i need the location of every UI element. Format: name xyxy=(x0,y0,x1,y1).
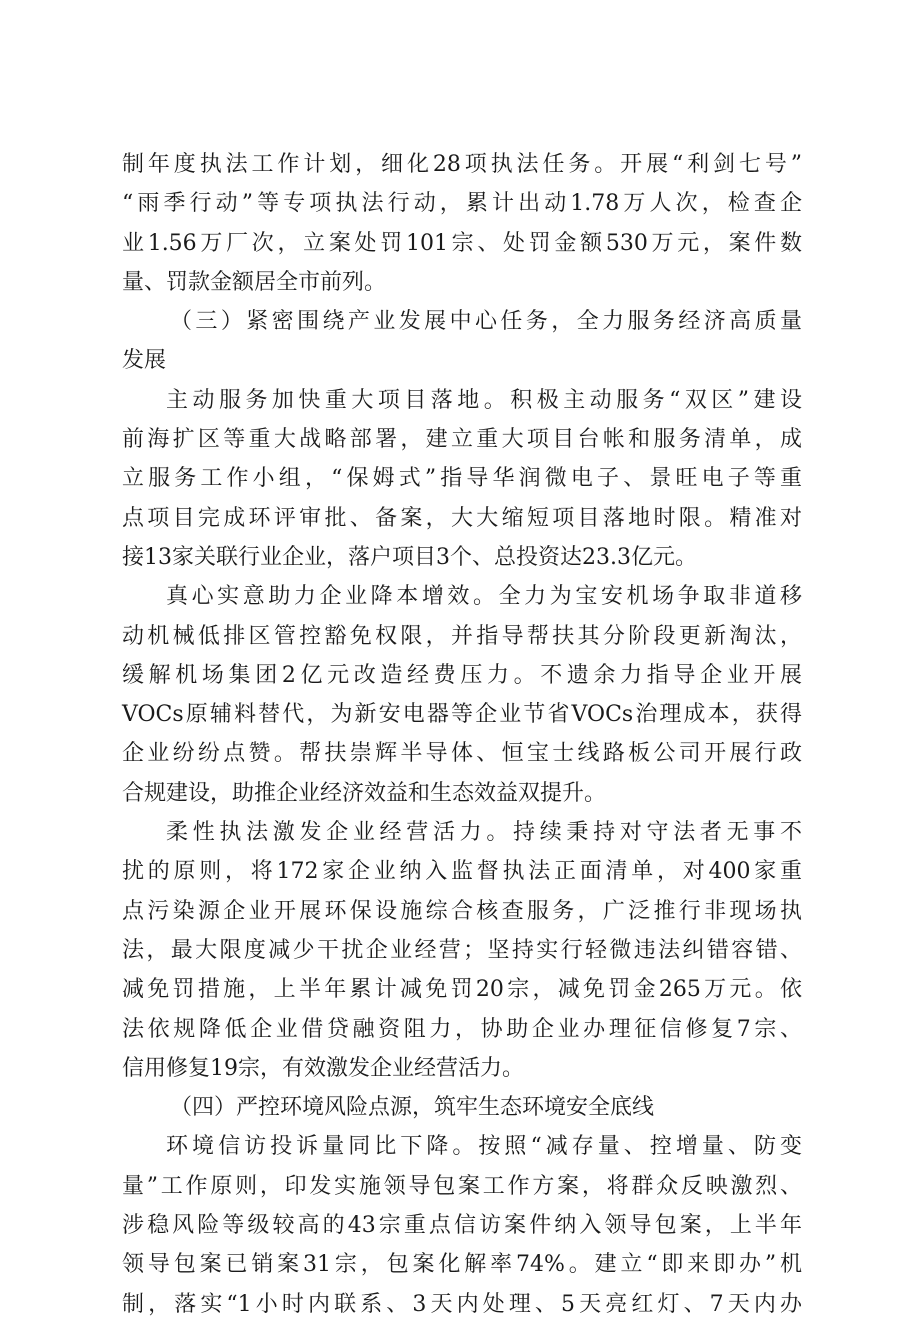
section-heading: （四）严控环境风险点源，筑牢生态环境安全底线 xyxy=(170,1095,655,1121)
text-line: 点项目完成环评审批、备案，大大缩短项目落地时限。精准对 xyxy=(122,505,802,531)
text-line: 信用修复19宗，有效激发企业经营活力。 xyxy=(122,1055,524,1081)
text-line: 点污染源企业开展环保设施综合核查服务，广泛推行非现场执 xyxy=(122,898,802,924)
text-line: VOCs原辅料替代，为新安电器等企业节省VOCs治理成本，获得 xyxy=(122,702,802,728)
text-line: 柔性执法激发企业经营活力。持续秉持对守法者无事不 xyxy=(166,820,802,846)
text-line: 减免罚措施，上半年累计减免罚20宗，减免罚金265万元。依 xyxy=(122,977,802,1003)
text-line: 制年度执法工作计划，细化28项执法任务。开展“利剑七号” xyxy=(122,152,802,177)
section-heading-continued: 发展 xyxy=(122,348,167,374)
text-line: 扰的原则，将172家企业纳入监督执法正面清单，对400家重 xyxy=(122,859,802,885)
text-line: 真心实意助力企业降本增效。全力为宝安机场争取非道移 xyxy=(166,584,802,610)
text-line: 缓解机场集团2亿元改造经费压力。不遗余力指导企业开展 xyxy=(122,662,802,688)
text-line: 制，落实“1小时内联系、3天内处理、5天亮红灯、7天内办 xyxy=(122,1291,802,1317)
text-line: 业1.56万厂次，立案处罚101宗、处罚金额530万元，案件数 xyxy=(122,230,802,256)
text-line: 量、罚款金额居全市前列。 xyxy=(122,269,387,295)
text-line: 动机械低排区管控豁免权限，并指导帮扶其分阶段更新淘汰， xyxy=(122,623,802,649)
text-line: “雨季行动”等专项执法行动，累计出动1.78万人次，检查企 xyxy=(122,191,802,217)
text-line: 合规建设，助推企业经济效益和生态效益双提升。 xyxy=(122,780,607,806)
text-line: 立服务工作小组，“保姆式”指导华润微电子、景旺电子等重 xyxy=(122,466,802,492)
text-line: 主动服务加快重大项目落地。积极主动服务“双区”建设 xyxy=(166,387,802,413)
text-line: 前海扩区等重大战略部署，建立重大项目台帐和服务清单，成 xyxy=(122,427,802,453)
text-line: 企业纷纷点赞。帮扶崇辉半导体、恒宝士线路板公司开展行政 xyxy=(122,741,802,767)
text-line: 法，最大限度减少干扰企业经营；坚持实行轻微违法纠错容错、 xyxy=(122,937,802,963)
text-line: 接13家关联行业企业，落户项目3个、总投资达23.3亿元。 xyxy=(122,544,697,570)
text-line: 涉稳风险等级较高的43宗重点信访案件纳入领导包案，上半年 xyxy=(122,1213,802,1239)
text-line: 量”工作原则，印发实施领导包案工作方案，将群众反映激烈、 xyxy=(122,1173,802,1199)
section-heading: （三）紧密围绕产业发展中心任务，全力服务经济高质量 xyxy=(170,309,802,335)
body-text xyxy=(122,145,802,1324)
text-line: 法依规降低企业借贷融资阻力，协助企业办理征信修复7宗、 xyxy=(122,1016,802,1042)
text-line: 环境信访投诉量同比下降。按照“减存量、控增量、防变 xyxy=(166,1134,802,1160)
text-line: 领导包案已销案31宗，包案化解率74%。建立“即来即办”机 xyxy=(122,1252,802,1278)
